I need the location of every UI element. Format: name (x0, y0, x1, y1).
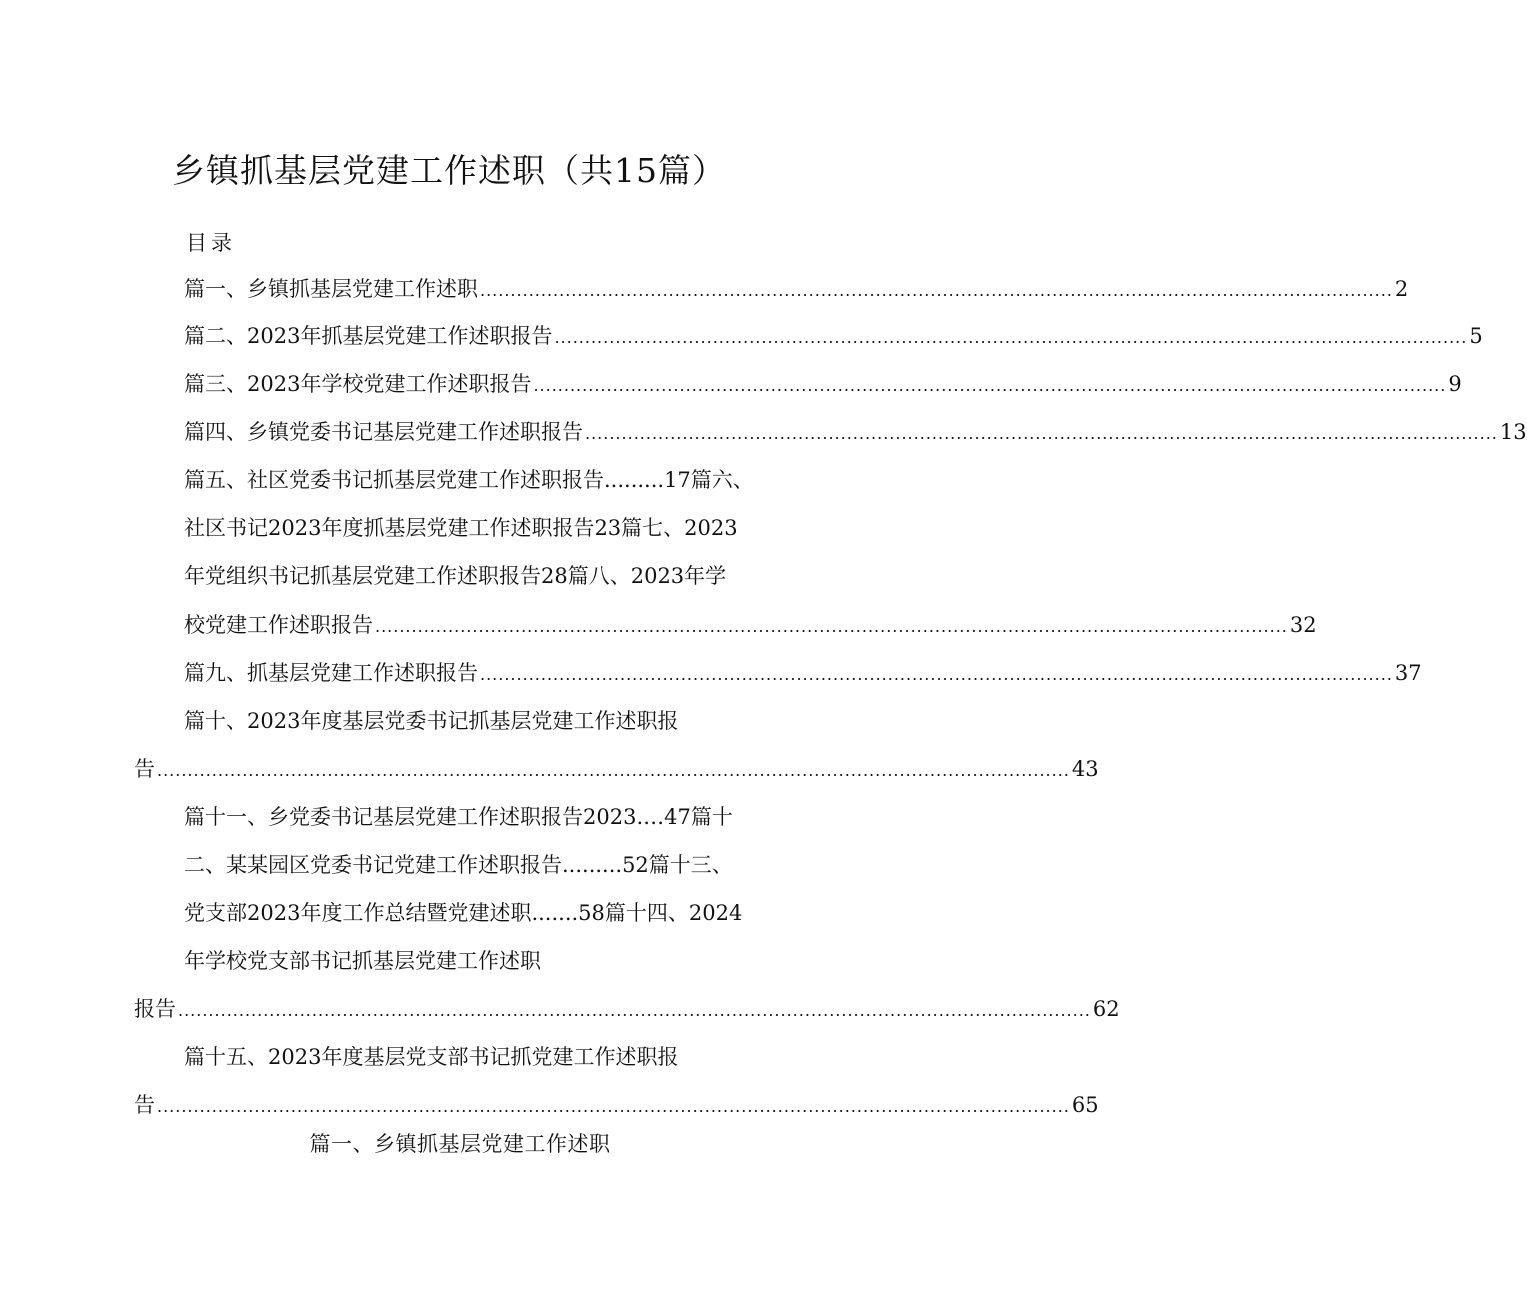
toc-leader-dots: ...................................................................................................................................................... (585, 424, 1498, 443)
section-heading: 篇一、乡镇抓基层党建工作述职 (309, 1132, 611, 1156)
toc-line-14[interactable]: 年学校党支部书记抓基层党建工作述职 (184, 949, 541, 973)
toc-leader-dots: ...................................................................................................................................................... (533, 376, 1447, 395)
toc-page-number: 13 (1499, 420, 1527, 444)
toc-page-number: 5 (1469, 324, 1483, 348)
toc-leader-dots: ...................................................................................................................................................... (375, 617, 1288, 636)
toc-entry-14[interactable] (134, 994, 1120, 1024)
toc-line-10[interactable]: 篇十、2023年度基层党委书记抓基层党建工作述职报 (184, 709, 679, 733)
toc-page-number: 2 (1394, 277, 1409, 301)
toc-entry-15[interactable] (134, 1090, 1099, 1120)
document-title: 乡镇抓基层党建工作述职（共15篇） (172, 151, 726, 190)
toc-entry-text: 篇一、乡镇抓基层党建工作述职 (184, 277, 478, 301)
toc-line-7[interactable]: 年党组织书记抓基层党建工作述职报告28篇八、2023年学 (184, 564, 727, 588)
toc-entry-text: 篇四、乡镇党委书记基层党建工作述职报告 (184, 420, 583, 444)
toc-line-11[interactable]: 篇十一、乡党委书记基层党建工作述职报告2023.…47篇十 (184, 805, 733, 829)
toc-line-13[interactable]: 党支部2023年度工作总结暨党建述职.......58篇十四、2024 (184, 901, 743, 925)
toc-entry-text: 篇九、抓基层党建工作述职报告 (184, 661, 478, 685)
toc-leader-dots: ...................................................................................................................................................... (480, 665, 1393, 684)
toc-entry-2[interactable] (184, 321, 1483, 351)
toc-entry-text: 告 (134, 757, 155, 781)
toc-entry-8[interactable] (184, 610, 1317, 640)
toc-page-number: 65 (1071, 1093, 1099, 1117)
toc-page-number: 43 (1071, 757, 1099, 781)
toc-leader-dots: ...................................................................................................................................................... (554, 328, 1468, 347)
toc-entry-text: 篇二、2023年抓基层党建工作述职报告 (184, 324, 553, 348)
toc-page-number: 9 (1448, 372, 1462, 396)
toc-entry-text: 篇三、2023年学校党建工作述职报告 (184, 372, 532, 396)
toc-entry-9[interactable] (184, 658, 1422, 688)
toc-heading: 目录 (186, 231, 236, 255)
toc-line-15[interactable]: 篇十五、2023年度基层党支部书记抓党建工作述职报 (184, 1045, 679, 1069)
toc-entry-10[interactable] (134, 754, 1099, 784)
toc-entry-1[interactable] (184, 274, 1409, 304)
toc-entry-4[interactable] (184, 417, 1527, 447)
toc-page-number: 62 (1092, 997, 1120, 1021)
toc-leader-dots: ...................................................................................................................................................... (480, 281, 1393, 300)
toc-leader-dots: ...................................................................................................................................................... (157, 1097, 1070, 1116)
toc-leader-dots: ...................................................................................................................................................... (178, 1001, 1091, 1020)
toc-entry-text: 校党建工作述职报告 (184, 613, 373, 637)
toc-line-6[interactable]: 社区书记2023年度抓基层党建工作述职报告23篇七、2023 (184, 516, 738, 540)
toc-entry-text: 报告 (134, 997, 176, 1021)
toc-line-5[interactable]: 篇五、社区党委书记抓基层党建工作述职报告.........17篇六、 (184, 468, 754, 492)
toc-line-12[interactable]: 二、某某园区党委书记党建工作述职报告.........52篇十三、 (184, 853, 733, 877)
toc-page-number: 37 (1394, 661, 1422, 685)
toc-entry-text: 告 (134, 1093, 155, 1117)
toc-page-number: 32 (1289, 613, 1317, 637)
toc-entry-3[interactable] (184, 369, 1462, 399)
toc-leader-dots: ...................................................................................................................................................... (157, 761, 1070, 780)
